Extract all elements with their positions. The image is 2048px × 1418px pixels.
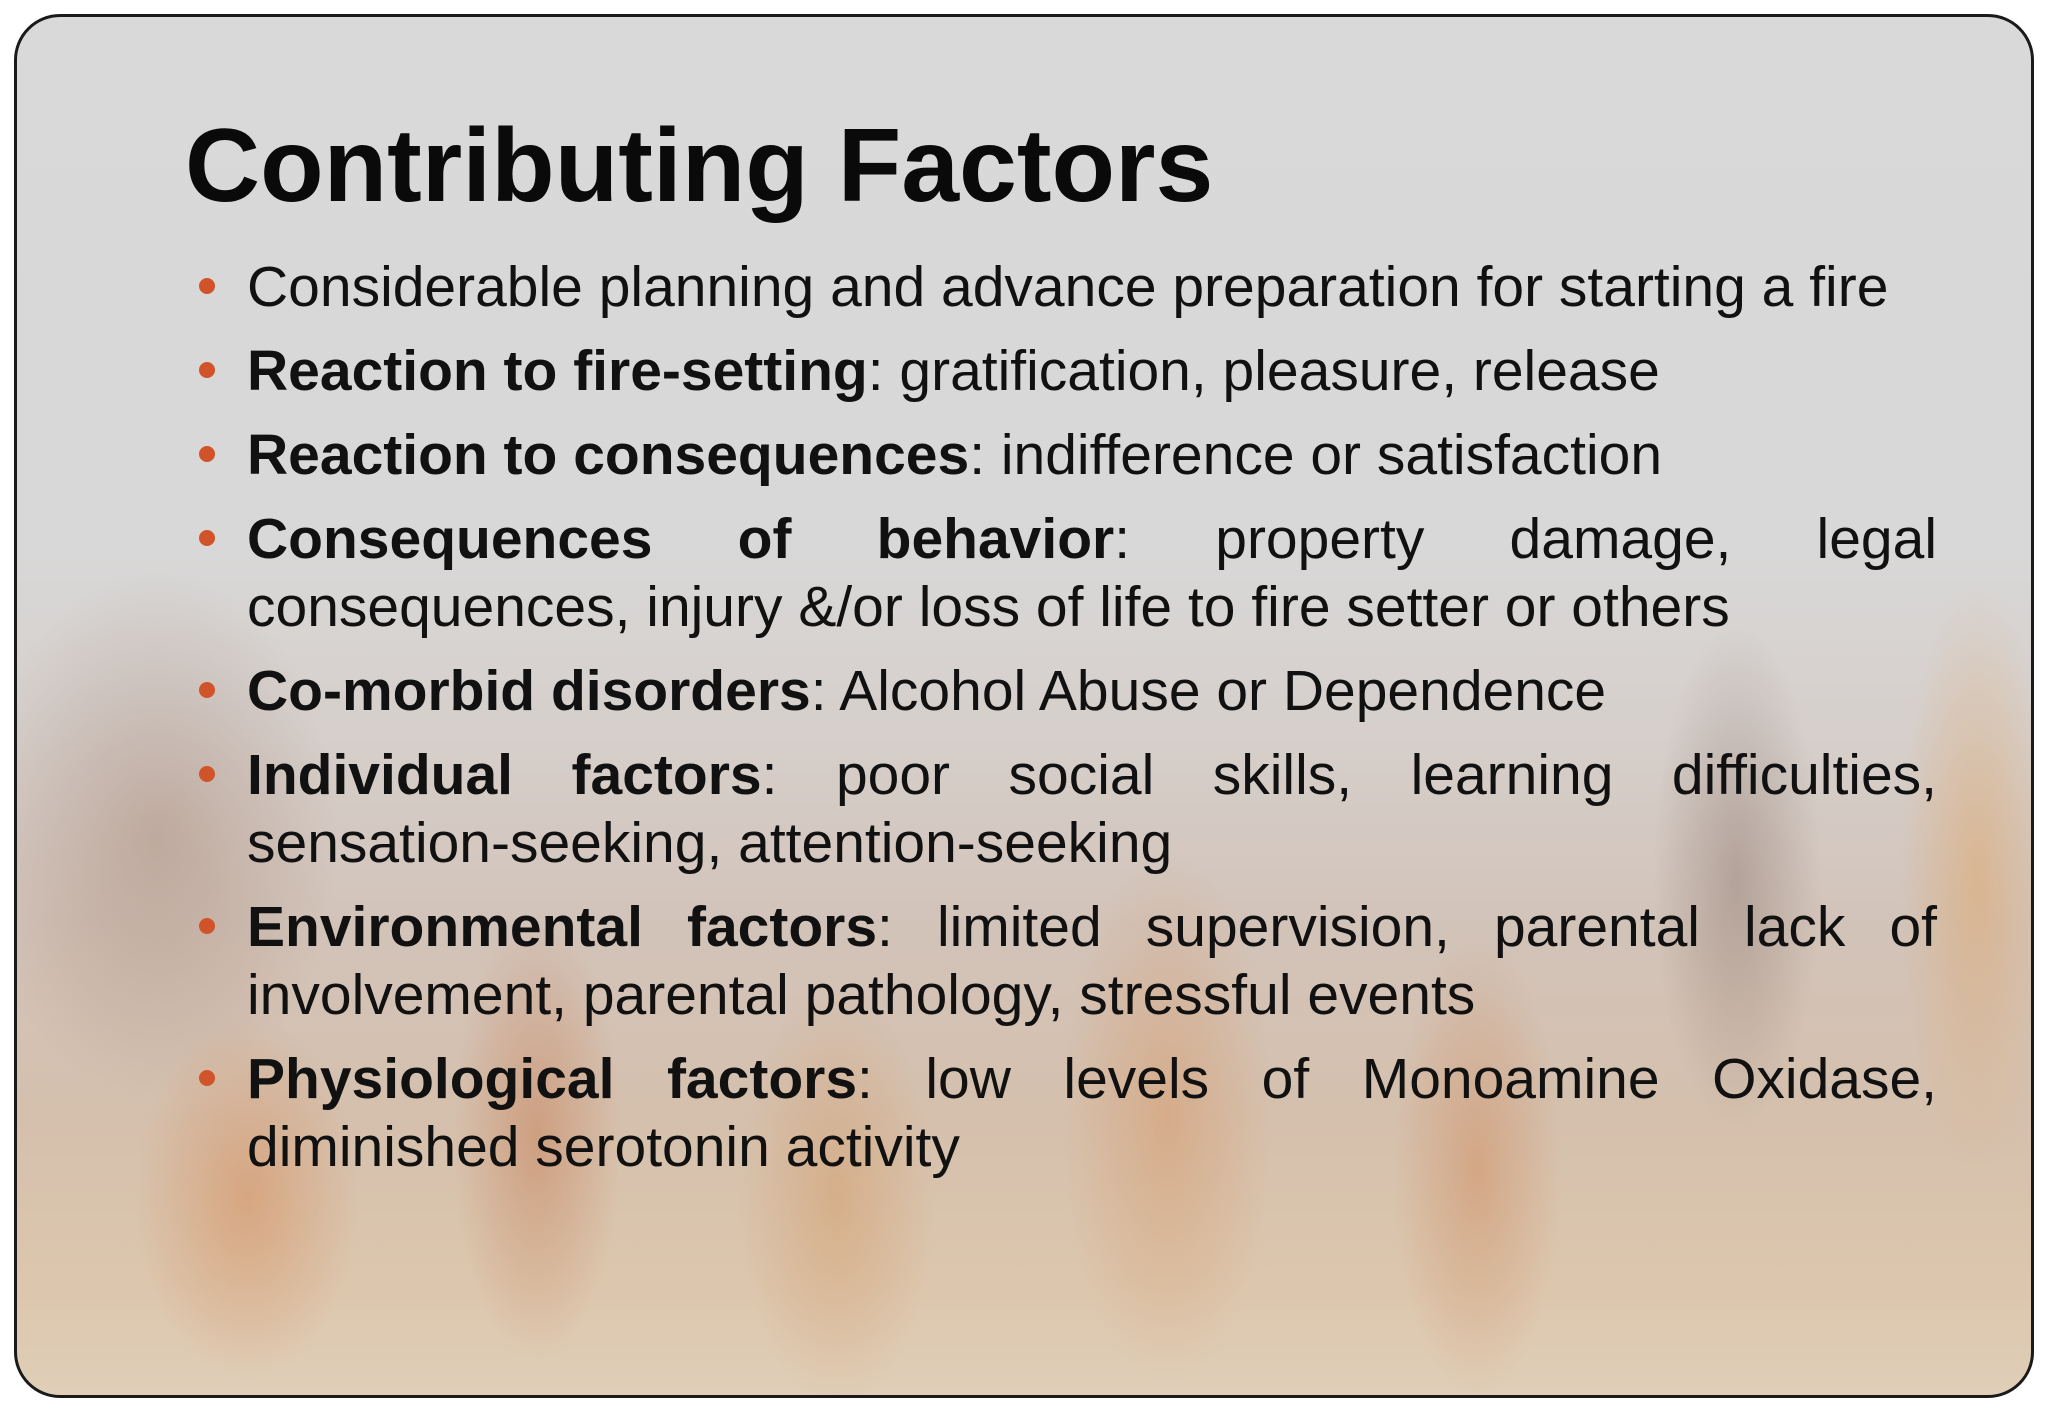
bullet-dot-icon: [199, 682, 215, 698]
bullet-dot-icon: [199, 766, 215, 782]
bullet-text: indifference or satisfaction: [985, 423, 1663, 487]
bullet-term: Individual factors: [247, 743, 762, 807]
slide-title: Contributing Factors: [185, 108, 1214, 224]
bullet-item: [247, 1045, 1937, 1181]
bullet-term: Reaction to consequences: [247, 423, 970, 487]
bullet-term: Consequences of behavior: [247, 507, 1115, 571]
bullet-item: [247, 505, 1937, 641]
bullet-dot-icon: [199, 918, 215, 934]
bullet-separator: :: [867, 339, 884, 403]
bullet-item: [247, 253, 1937, 321]
bullet-dot-icon: [199, 530, 215, 546]
bullet-dot-icon: [199, 1070, 215, 1086]
bullet-term: Reaction to fire-setting: [247, 339, 868, 403]
bullet-text: property damage, legal consequences, injury &/or loss of life to fire setter or others: [247, 507, 1937, 639]
bullet-separator: :: [877, 895, 893, 959]
bullet-text: poor social skills, learning difficulties, sensation-seeking, attention-seeking: [247, 743, 1937, 875]
bullet-separator: :: [1114, 507, 1131, 571]
bullet-separator: :: [857, 1047, 873, 1111]
bullet-term: Physiological factors: [247, 1047, 858, 1111]
bullet-item: [247, 741, 1937, 877]
bullet-item: [247, 893, 1937, 1029]
bullet-dot-icon: [199, 362, 215, 378]
bullet-item: [247, 337, 1937, 405]
bullet-item: [247, 657, 1937, 725]
bullet-dot-icon: [199, 278, 215, 294]
bullet-text: Considerable planning and advance preparation for starting a fire: [247, 255, 1889, 319]
bullet-separator: :: [969, 423, 986, 487]
bullet-text: limited supervision, parental lack of involvement, parental pathology, stressful events: [247, 895, 1937, 1027]
bullet-term: Co-morbid disorders: [247, 659, 811, 723]
bullet-list: [247, 253, 1937, 1197]
bullet-term: Environmental factors: [247, 895, 878, 959]
bullet-item: [247, 421, 1937, 489]
bullet-separator: :: [761, 743, 778, 807]
bullet-text: low levels of Monoamine Oxidase, diminished serotonin activity: [247, 1047, 1938, 1179]
bullet-separator: :: [810, 659, 827, 723]
slide: [14, 14, 2034, 1398]
bullet-text: gratification, pleasure, release: [883, 339, 1660, 403]
bullet-dot-icon: [199, 446, 215, 462]
bullet-text: Alcohol Abuse or Dependence: [826, 659, 1607, 723]
